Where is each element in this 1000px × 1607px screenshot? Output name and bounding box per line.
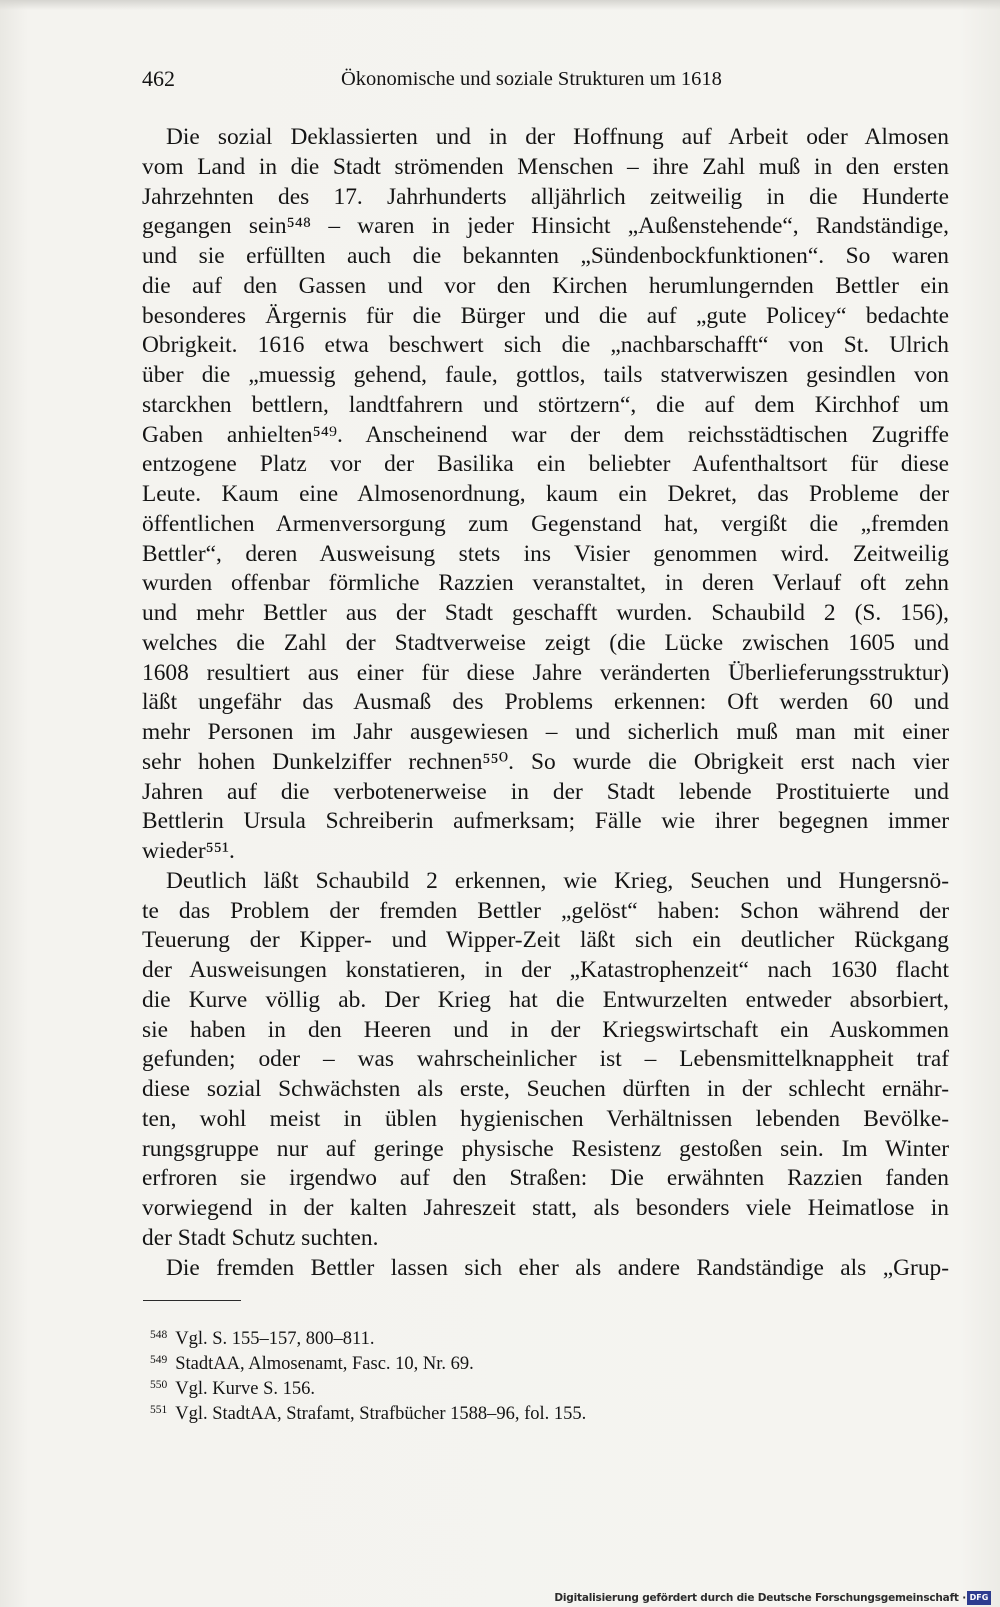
paragraph-1-line-15: Bettler“, deren Ausweisung stets ins Visier genommen wird. Zeitweilig: [142, 540, 949, 567]
footnote-number: 551: [150, 1404, 168, 1416]
paragraph-1-line-1: Die sozial Deklassierten und in der Hoffnung auf Arbeit oder Almosen: [166, 124, 949, 150]
paragraph-1-line-13: Leute. Kaum eine Almosenordnung, kaum ein Dekret, das Probleme der: [142, 481, 949, 507]
paragraph-1-line-10: starckhen bettlern, landtfahrern und störtzern“, die auf dem Kirchhof um: [142, 391, 949, 418]
paragraph-1-line-22: sehr hohen Dunkelziffer rechnen⁵⁵⁰. So wurde die Obrigkeit erst nach vier: [142, 748, 949, 775]
running-head: [142, 64, 942, 94]
paragraph-1-line-7: besonderes Ärgernis für die Bürger und die auf „gute Policey“ bedachte: [142, 302, 949, 329]
paragraph-2-line-8: diese sozial Schwächsten als erste, Seuchen dürften in der schlecht ernähr-: [142, 1076, 949, 1102]
paragraph-1-line-20: läßt ungefähr das Ausmaß des Problems erkennen: Oft werden 60 und: [142, 689, 949, 716]
paragraph-2-line-3: Teuerung der Kipper- und Wipper-Zeit läßt sich ein deutlicher Rückgang: [142, 927, 949, 954]
paragraph-2-line-9: ten, wohl meist in üblen hygienischen Verhältnissen lebenden Bevölke-: [142, 1105, 949, 1132]
paragraph-3-line-1: Die fremden Bettler lassen sich eher als andere Randständige als „Grup-: [166, 1254, 949, 1281]
footnote-separator: [143, 1300, 241, 1301]
paragraph-1-line-12: entzogene Platz vor der Basilika ein beliebter Aufenthaltsort für diese: [142, 451, 949, 478]
paragraph-1-line-11: Gaben anhielten⁵⁴⁹. Anscheinend war der dem reichsstädtischen Zugriffe: [142, 421, 949, 448]
paragraph-1-line-14: öffentlichen Armenversorgung zum Gegenstand hat, vergißt die „fremden: [142, 510, 949, 537]
paragraph-2-line-7: gefunden; oder – was wahrscheinlicher ist – Lebensmittelknappheit traf: [142, 1046, 949, 1073]
footnote-text: Vgl. StadtAA, Strafamt, Strafbücher 1588–96, fol. 155.: [175, 1404, 587, 1424]
footnote-text: Vgl. Kurve S. 156.: [175, 1379, 316, 1399]
paragraph-1-line-9: über die „muessig gehend, faule, gottlos, tails statverwiszen gesindlen von: [142, 362, 949, 388]
footnote-number: 549: [150, 1354, 168, 1366]
paragraph-1-line-4: gegangen sein⁵⁴⁸ – waren in jeder Hinsicht „Außenstehende“, Randständige,: [142, 213, 949, 240]
footnote-550: [150, 1373, 850, 1398]
paragraph-2-line-2: te das Problem der fremden Bettler „gelöst“ haben: Schon während der: [142, 897, 949, 924]
footnote-number: 550: [150, 1379, 168, 1391]
paragraph-1-line-3: Jahrzehnten des 17. Jahrhunderts alljährlich zeitweilig in die Hunderte: [142, 183, 949, 210]
paragraph-2-line-10: rungsgruppe nur auf geringe physische Resistenz gestoßen sein. Im Winter: [142, 1135, 949, 1162]
page-top-edge-shadow: [0, 0, 1000, 10]
paragraph-2-line-4: der Ausweisungen konstatieren, in der „Katastrophenzeit“ nach 1630 flacht: [142, 957, 949, 983]
paragraph-1-line-24: Bettlerin Ursula Schreiberin aufmerksam; Fälle wie ihrer begegnen immer: [142, 808, 949, 835]
paragraph-1-line-16: wurden offenbar förmliche Razzien veranstaltet, in deren Verlauf oft zehn: [142, 570, 949, 597]
paragraph-1-line-18: welches die Zahl der Stadtverweise zeigt (die Lücke zwischen 1605 und: [142, 629, 949, 656]
paragraph-1-line-6: die auf den Gassen und vor den Kirchen herumlungernden Bettler ein: [142, 272, 949, 299]
paragraph-1-line-17: und mehr Bettler aus der Stadt geschafft wurden. Schaubild 2 (S. 156),: [142, 600, 949, 626]
page-number: 462: [142, 66, 175, 91]
paragraph-1-line-21: mehr Personen im Jahr ausgewiesen – und sicherlich muß man mit einer: [142, 719, 949, 745]
footnote-549: [150, 1348, 850, 1373]
paragraph-1-line-25: wieder⁵⁵¹.: [142, 838, 235, 864]
footnote-548: [150, 1323, 850, 1348]
paragraph-1-line-23: Jahren auf die verbotenerweise in der Stadt lebende Prostituierte und: [142, 778, 949, 805]
digitization-notice: Digitalisierung gefördert durch die Deutsche Forschungsgemeinschaft ·: [554, 1592, 966, 1604]
paragraph-2-line-11: erfroren sie irgendwo auf den Straßen: Die erwähnten Razzien fanden: [142, 1165, 949, 1192]
paragraph-2-line-6: sie haben in den Heeren und in der Kriegswirtschaft ein Auskommen: [142, 1016, 949, 1043]
paragraph-1-line-2: vom Land in die Stadt strömenden Menschen – ihre Zahl muß in den ersten: [142, 153, 949, 180]
body-text: [142, 123, 949, 1283]
paragraph-1-line-8: Obrigkeit. 1616 etwa beschwert sich die „nachbarschafft“ von St. Ulrich: [142, 332, 949, 359]
paragraph-2-line-12: vorwiegend in der kalten Jahreszeit statt, als besonders viele Heimatlose in: [142, 1195, 949, 1221]
footnotes: [150, 1323, 850, 1423]
footnote-text: Vgl. S. 155–157, 800–811.: [175, 1329, 375, 1349]
dfg-logo: DFG: [967, 1591, 991, 1605]
paragraph-2-line-13: der Stadt Schutz suchten.: [142, 1224, 379, 1251]
paragraph-2-line-5: die Kurve völlig ab. Der Krieg hat die Entwurzelten entweder absorbiert,: [142, 986, 949, 1013]
paragraph-1-line-19: 1608 resultiert aus einer für diese Jahre veränderten Überlieferungsstruktur): [142, 659, 949, 686]
paragraph-1-line-5: und sie erfüllten auch die bekannten „Sündenbockfunktionen“. So waren: [142, 243, 949, 269]
footnote-text: StadtAA, Almosenamt, Fasc. 10, Nr. 69.: [175, 1354, 474, 1374]
paragraph-2-line-1: Deutlich läßt Schaubild 2 erkennen, wie Krieg, Seuchen und Hungersnö-: [166, 867, 949, 894]
running-title: Ökonomische und soziale Strukturen um 1618: [341, 68, 722, 90]
footnote-number: 548: [150, 1329, 168, 1341]
footnote-551: [150, 1398, 850, 1423]
